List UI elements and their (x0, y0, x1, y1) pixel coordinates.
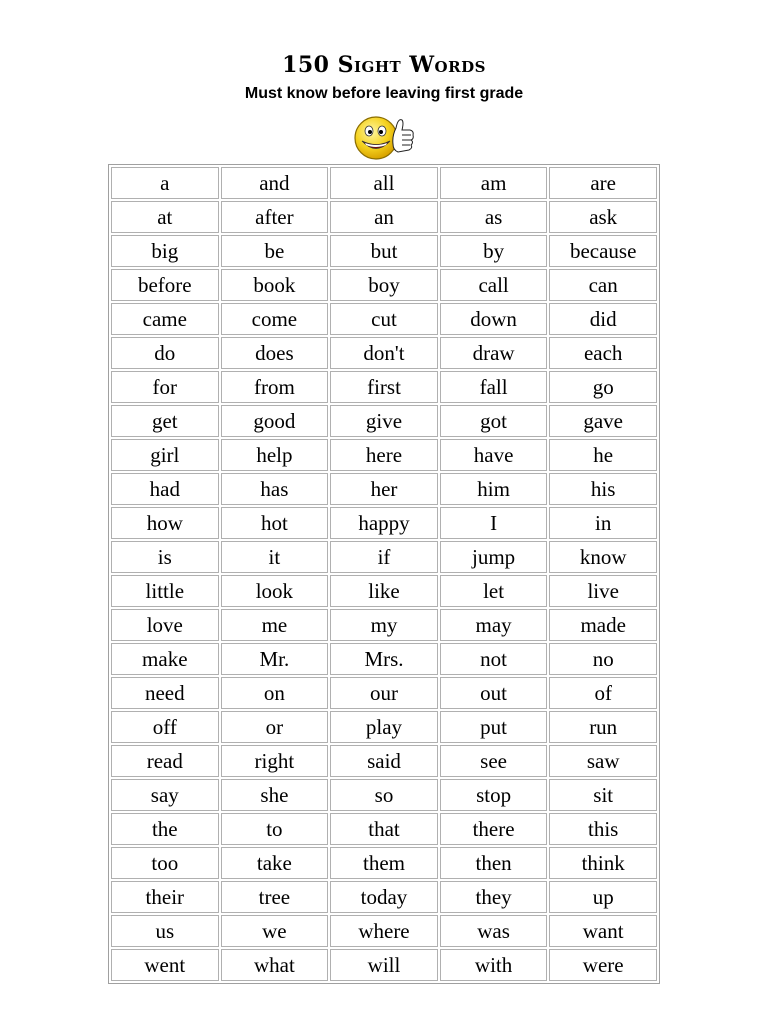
table-cell: an (330, 201, 438, 233)
table-cell: off (111, 711, 219, 743)
table-cell: can (549, 269, 657, 301)
table-cell: live (549, 575, 657, 607)
table-cell: am (440, 167, 548, 199)
table-cell: them (330, 847, 438, 879)
table-cell: all (330, 167, 438, 199)
table-cell: that (330, 813, 438, 845)
table-cell: I (440, 507, 548, 539)
table-cell: had (111, 473, 219, 505)
table-cell: big (111, 235, 219, 267)
table-cell: call (440, 269, 548, 301)
table-cell: we (221, 915, 329, 947)
table-cell: was (440, 915, 548, 947)
table-cell: Mrs. (330, 643, 438, 675)
table-cell: will (330, 949, 438, 981)
table-cell: put (440, 711, 548, 743)
table-cell: not (440, 643, 548, 675)
table-cell: are (549, 167, 657, 199)
table-cell: to (221, 813, 329, 845)
table-cell: were (549, 949, 657, 981)
table-cell: fall (440, 371, 548, 403)
table-cell: jump (440, 541, 548, 573)
table-cell: saw (549, 745, 657, 777)
table-cell: read (111, 745, 219, 777)
table-cell: down (440, 303, 548, 335)
table-cell: do (111, 337, 219, 369)
table-cell: know (549, 541, 657, 573)
table-cell: for (111, 371, 219, 403)
table-cell: they (440, 881, 548, 913)
table-cell: a (111, 167, 219, 199)
table-cell: draw (440, 337, 548, 369)
table-cell: after (221, 201, 329, 233)
page-subtitle: Must know before leaving first grade (244, 85, 524, 102)
table-cell: me (221, 609, 329, 641)
table-cell: think (549, 847, 657, 879)
table-cell: before (111, 269, 219, 301)
table-cell: as (440, 201, 548, 233)
table-cell: or (221, 711, 329, 743)
table-cell: run (549, 711, 657, 743)
table-cell: give (330, 405, 438, 437)
page-title: 150 Sight Words (282, 52, 486, 78)
table-cell: his (549, 473, 657, 505)
table-cell: and (221, 167, 329, 199)
table-cell: on (221, 677, 329, 709)
table-cell: her (330, 473, 438, 505)
table-cell: up (549, 881, 657, 913)
table-cell: there (440, 813, 548, 845)
table-cell: so (330, 779, 438, 811)
table-cell: in (549, 507, 657, 539)
table-cell: did (549, 303, 657, 335)
table-cell: need (111, 677, 219, 709)
table-cell: little (111, 575, 219, 607)
sight-words-table (108, 164, 660, 984)
table-cell: today (330, 881, 438, 913)
table-cell: if (330, 541, 438, 573)
table-cell: look (221, 575, 329, 607)
table-cell: ask (549, 201, 657, 233)
table-cell: but (330, 235, 438, 267)
table-cell: does (221, 337, 329, 369)
table-cell: boy (330, 269, 438, 301)
table-cell: love (111, 609, 219, 641)
table-cell: like (330, 575, 438, 607)
table-cell: here (330, 439, 438, 471)
table-cell: at (111, 201, 219, 233)
table-cell: stop (440, 779, 548, 811)
table-cell: happy (330, 507, 438, 539)
table-cell: because (549, 235, 657, 267)
table-cell: their (111, 881, 219, 913)
table-cell: girl (111, 439, 219, 471)
table-cell: has (221, 473, 329, 505)
table-cell: then (440, 847, 548, 879)
table-cell: cut (330, 303, 438, 335)
table-cell: let (440, 575, 548, 607)
table-cell: don't (330, 337, 438, 369)
table-cell: say (111, 779, 219, 811)
table-cell: right (221, 745, 329, 777)
table-cell: tree (221, 881, 329, 913)
table-cell: help (221, 439, 329, 471)
table-cell: hot (221, 507, 329, 539)
table-cell: is (111, 541, 219, 573)
smiley-thumbs-up-icon (352, 112, 418, 162)
table-cell: come (221, 303, 329, 335)
table-cell: came (111, 303, 219, 335)
table-cell: this (549, 813, 657, 845)
table-cell: it (221, 541, 329, 573)
table-cell: have (440, 439, 548, 471)
table-cell: the (111, 813, 219, 845)
table-cell: got (440, 405, 548, 437)
table-cell: good (221, 405, 329, 437)
table-cell: how (111, 507, 219, 539)
table-cell: take (221, 847, 329, 879)
table-cell: him (440, 473, 548, 505)
table-cell: by (440, 235, 548, 267)
table-cell: made (549, 609, 657, 641)
table-cell: make (111, 643, 219, 675)
table-cell: our (330, 677, 438, 709)
table-cell: get (111, 405, 219, 437)
table-cell: Mr. (221, 643, 329, 675)
table-cell: see (440, 745, 548, 777)
table-cell: us (111, 915, 219, 947)
table-cell: of (549, 677, 657, 709)
table-cell: he (549, 439, 657, 471)
table-cell: first (330, 371, 438, 403)
table-cell: book (221, 269, 329, 301)
table-cell: with (440, 949, 548, 981)
table-cell: go (549, 371, 657, 403)
table-cell: sit (549, 779, 657, 811)
table-cell: said (330, 745, 438, 777)
table-cell: no (549, 643, 657, 675)
table-cell: out (440, 677, 548, 709)
table-cell: from (221, 371, 329, 403)
table-cell: my (330, 609, 438, 641)
table-cell: be (221, 235, 329, 267)
table-cell: each (549, 337, 657, 369)
table-cell: what (221, 949, 329, 981)
table-cell: where (330, 915, 438, 947)
table-cell: went (111, 949, 219, 981)
table-cell: too (111, 847, 219, 879)
table-cell: play (330, 711, 438, 743)
table-cell: want (549, 915, 657, 947)
table-cell: may (440, 609, 548, 641)
table-cell: gave (549, 405, 657, 437)
table-cell: she (221, 779, 329, 811)
